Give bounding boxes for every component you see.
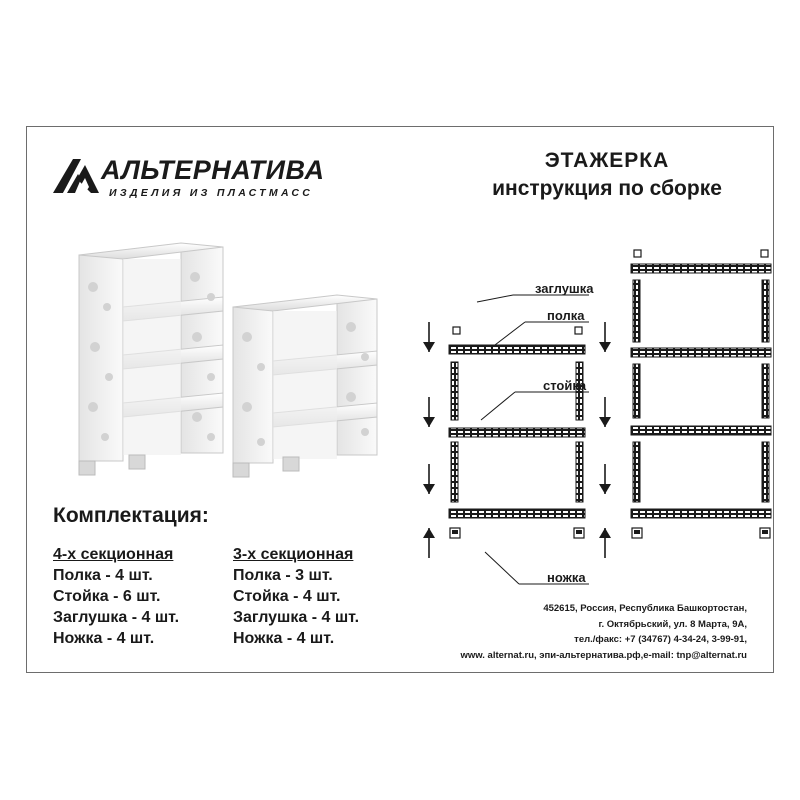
- shelf-part: [449, 428, 585, 437]
- arrow-down-icon: [599, 484, 611, 494]
- contact-line: г. Октябрьский, ул. 8 Марта, 9А,: [598, 618, 747, 630]
- shelf-part: [631, 264, 771, 273]
- leg-part: [634, 530, 640, 534]
- post-part: [762, 364, 769, 418]
- shelf-part: [631, 426, 771, 435]
- assembly-diagram: [415, 242, 775, 592]
- label-cap: заглушка: [535, 281, 594, 296]
- arrow-down-icon: [423, 417, 435, 427]
- kit-4-title: 4-х секционная: [53, 546, 174, 563]
- kit-3-section: [233, 544, 359, 649]
- label-post: стойка: [543, 378, 587, 393]
- arrow-down-icon: [423, 484, 435, 494]
- post-part: [633, 364, 640, 418]
- brand-tagline: ИЗДЕЛИЯ ИЗ ПЛАСТМАСС: [109, 187, 314, 199]
- kit-item: Заглушка - 4 шт.: [233, 609, 360, 626]
- brand-name: АЛЬТЕРНАТИВА: [101, 155, 325, 185]
- brand-logo: [51, 155, 341, 203]
- arrow-down-icon: [599, 417, 611, 427]
- kit-item: Стойка - 6 шт.: [53, 588, 161, 605]
- contact-line: тел./факс: +7 (34767) 4-34-24, 3-99-91,: [574, 634, 747, 645]
- post-part: [762, 442, 769, 502]
- rack-3-section: [233, 295, 377, 477]
- leg-part: [762, 530, 768, 534]
- document-subtitle: инструкция по сборке: [492, 177, 722, 200]
- contact-line: www. alternat.ru, эпи-альтернатива.рф,e-mail: tnp@alternat.ru: [460, 649, 747, 661]
- post-part: [633, 280, 640, 342]
- kit-item: Заглушка - 4 шт.: [53, 609, 180, 626]
- cap-part: [453, 327, 460, 334]
- instruction-sheet: [26, 126, 774, 673]
- kit-3-title: 3-х секционная: [233, 546, 354, 563]
- document-title: ЭТАЖЕРКА: [544, 149, 670, 172]
- post-part: [762, 280, 769, 342]
- label-shelf: полка: [547, 308, 585, 323]
- shelf-part: [449, 345, 585, 354]
- arrow-up-icon: [599, 528, 611, 538]
- kit-heading: Комплектация:: [53, 504, 209, 527]
- cap-part: [634, 250, 641, 257]
- post-part: [451, 442, 458, 502]
- post-part: [633, 442, 640, 502]
- cap-part: [761, 250, 768, 257]
- leg-part: [452, 530, 458, 534]
- shelf-part: [631, 509, 771, 518]
- kit-item: Ножка - 4 шт.: [53, 630, 155, 647]
- post-part: [451, 362, 458, 420]
- kit-item: Стойка - 4 шт.: [233, 588, 341, 605]
- contact-block: [460, 601, 747, 663]
- arrow-up-icon: [423, 528, 435, 538]
- rack-4-section: [79, 243, 223, 475]
- kit-item: Полка - 4 шт.: [53, 567, 153, 584]
- arrow-down-icon: [599, 342, 611, 352]
- product-photo: [71, 237, 391, 487]
- triangle-logo-icon: [51, 155, 101, 195]
- leg-part: [576, 530, 582, 534]
- label-leg: ножка: [547, 570, 586, 585]
- arrow-down-icon: [423, 342, 435, 352]
- post-part: [576, 442, 583, 502]
- shelf-part: [449, 509, 585, 518]
- kit-4-section: [53, 544, 179, 649]
- contact-line: 452615, Россия, Республика Башкортостан,: [543, 603, 747, 614]
- kit-item: Ножка - 4 шт.: [233, 630, 335, 647]
- cap-part: [575, 327, 582, 334]
- shelf-part: [631, 348, 771, 357]
- kit-item: Полка - 3 шт.: [233, 567, 333, 584]
